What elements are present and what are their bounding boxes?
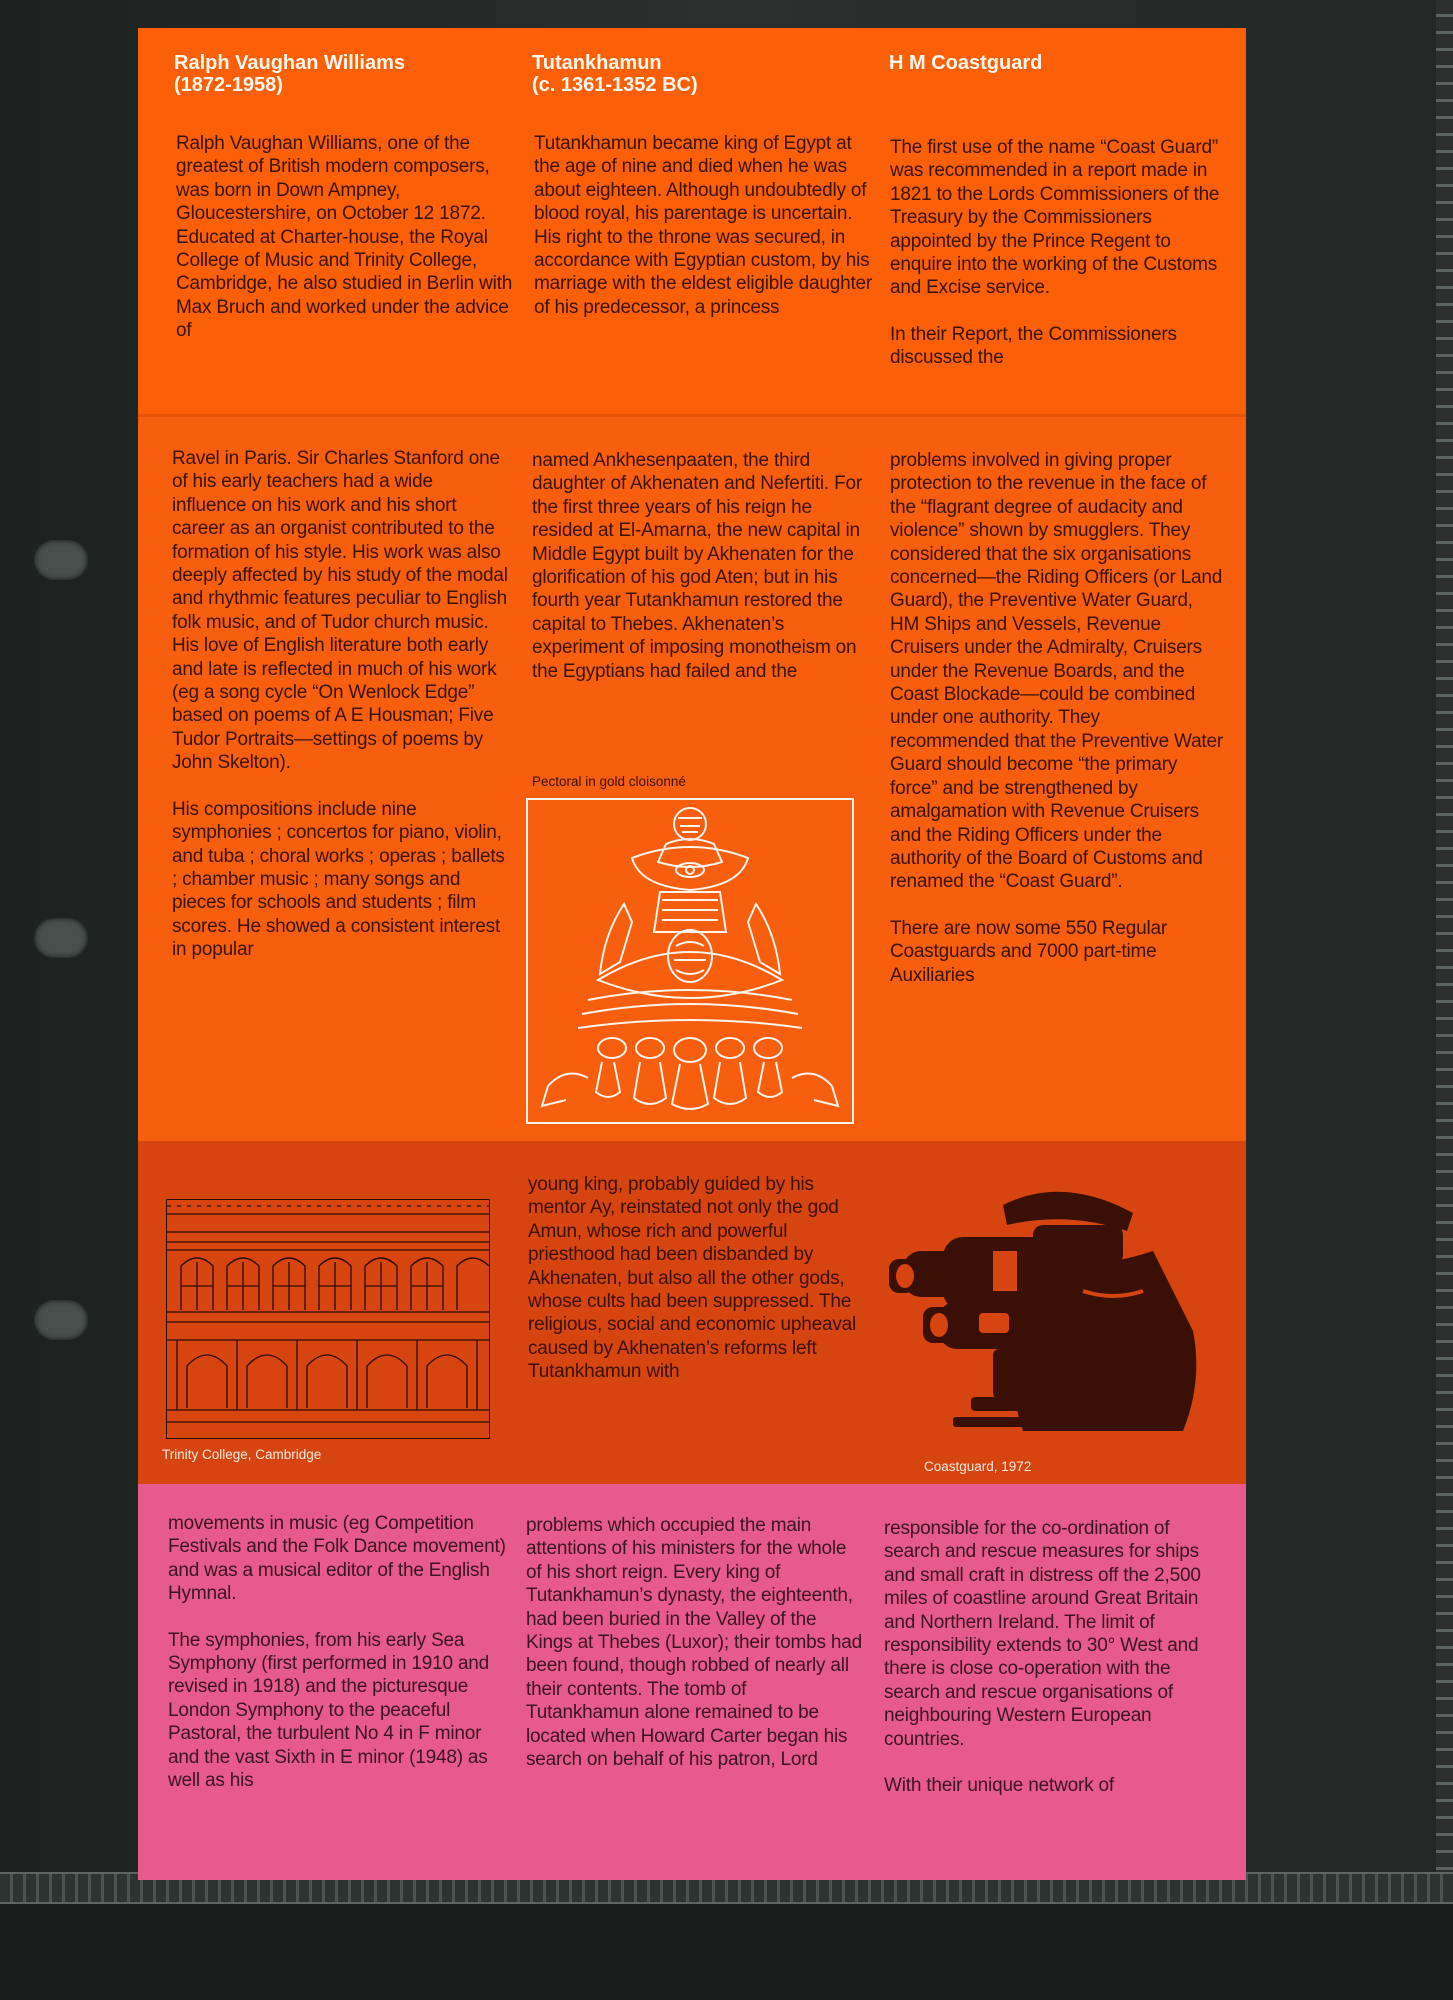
leaflet-panel-4: [138, 1484, 1246, 1880]
tutankhamun-text-2: [532, 449, 870, 683]
paragraph: His compositions include nine symphonies ; concertos for piano, violin, and tuba ; choral works ; operas ; ballets ; chamber music ; many songs and pieces for schools and students ; film scores. He showed a consistent interest in popular: [172, 798, 505, 961]
pectoral-illustration: [526, 798, 854, 1124]
leaflet-panel-2: [138, 414, 1246, 1144]
coastguard-binoculars-illustration: [883, 1181, 1223, 1446]
tutankhamun-text-3: [528, 1173, 868, 1384]
coastguard-text-4: [884, 1517, 1222, 1797]
paragraph: In their Report, the Commissioners discussed the: [890, 323, 1177, 369]
tutankhamun-text-1: [534, 132, 874, 319]
punch-hole: [34, 1300, 88, 1340]
leaflet-panel-1: [138, 28, 1246, 414]
paragraph: The symphonies, from his early Sea Symphony (first performed in 1910 and revised in 1918) and the picturesque London Symphony to the peaceful Pastoral, the turbulent No 4 in F minor and the vast Sixth in E minor (1948) as well as his: [168, 1629, 490, 1792]
vaughan-williams-text-4: [168, 1512, 506, 1792]
paragraph: responsible for the co-ordination of search and rescue measures for ships and small craft in distress off the 2,500 miles of coastline around Great Britain and Northern Ireland. The limit of responsibility extends to 30° West and there is close co-operation with the search and rescue organisations of neighbouring Western European countries.: [884, 1518, 1201, 1750]
paragraph: movements in music (eg Competition Festivals and the Folk Dance movement) and was a musical editor of the English Hymnal.: [168, 1513, 506, 1605]
paragraph: With their unique network of: [884, 1775, 1114, 1797]
paragraph: There are now some 550 Regular Coastguards and 7000 part-time Auxiliaries: [890, 917, 1168, 986]
vaughan-williams-text-2: [172, 447, 512, 962]
punch-hole: [34, 540, 88, 580]
paragraph: problems involved in giving proper protection to the revenue in the face of the “flagrant degree of audacity and violence” shown by smugglers. They considered that the six organisations concerned—the Riding Officers (or Land Guard), the Preventive Water Guard, HM Ships and Vessels, Revenue Cruisers under the Admiralty, Cruisers under the Revenue Boards, and the Coast Blockade—could be combined under one authority. They recommended that the Preventive Water Guard should become “the primary force” and be strengthened by amalgamation with Revenue Cruisers and the Riding Officers under the authority of the Board of Customs and renamed the “Coast Guard”.: [890, 450, 1224, 893]
paragraph: problems which occupied the main attentions of his ministers for the whole of his short reign. Every king of Tutankhamun’s dynasty, the eighteenth, had been buried in the Valley of the Kings at Thebes (Luxor); their tombs had been found, though robbed of nearly all their contents. The tomb of Tutankhamun alone remained to be located when Howard Carter began his search on behalf of his patron, Lord: [526, 1515, 862, 1771]
tutankhamun-text-4: [526, 1514, 862, 1771]
leaflet-panel-3: [138, 1141, 1246, 1484]
paragraph: young king, probably guided by his mentor Ay, reinstated not only the god Amun, whose rich and powerful priesthood had been disbanded by Akhenaten, but also all the other gods, whose cults had been suppressed. The religious, social and economic upheaval caused by Akhenaten’s reforms left Tutankhamun with: [528, 1174, 857, 1383]
paragraph: Ralph Vaughan Williams, one of the greatest of British modern composers, was born in Down Ampney, Gloucestershire, on October 12 1872. Educated at Charter-house, the Royal College of Music and Trinity College, Cambridge, he also studied in Berlin with Max Bruch and worked under the advice of: [176, 133, 513, 342]
heading-coastguard: H M Coastguard: [889, 52, 1043, 74]
pectoral-caption: Pectoral in gold cloisonné: [532, 774, 686, 789]
trinity-college-illustration: [166, 1199, 490, 1439]
paragraph: The first use of the name “Coast Guard” was recommended in a report made in 1821 to the Lords Commissioners of the Treasury by the Commissioners appointed by the Prince Regent to enquire into the working of the Customs and Excise service.: [890, 137, 1220, 299]
paragraph: Ravel in Paris. Sir Charles Stanford one of his early teachers had a wide influence on his work and his short career as an organist contributed to the formation of his style. His work was also deeply affected by his study of the modal and rhythmic features peculiar to English folk music, and of Tudor church music. His love of English literature both early and late is reflected in much of his work (eg a song cycle “On Wenlock Edge” based on poems of A E Housman; Five Tudor Portraits—settings of poems by John Skelton).: [172, 448, 508, 774]
paragraph: named Ankhesenpaaten, the third daughter of Akhenaten and Nefertiti. For the first three years of his reign he resided at El-Amarna, the new capital in Middle Egypt built by Akhenaten for the glorification of his god Aten; but in his fourth year Tutankhamun restored the capital to Thebes. Akhenaten’s experiment of imposing monotheism on the Egyptians had failed and the: [532, 450, 862, 682]
stamp-leaflet: [138, 28, 1246, 1848]
heading-vaughan-williams: Ralph Vaughan Williams (1872-1958): [174, 52, 405, 96]
trinity-caption: Trinity College, Cambridge: [162, 1447, 322, 1462]
sleeve-edge-perforation: [1436, 0, 1453, 1900]
paragraph: Tutankhamun became king of Egypt at the age of nine and died when he was about eighteen. Although undoubtedly of blood royal, his parentage is uncertain. His right to the throne was secured, in accordance with Egyptian custom, by his marriage with the eldest eligible daughter of his predecessor, a princess: [534, 133, 873, 318]
punch-hole: [34, 918, 88, 958]
heading-tutankhamun: Tutankhamun (c. 1361-1352 BC): [532, 52, 698, 96]
sleeve-bottom-band: [0, 1904, 1453, 2000]
coastguard-text-1: [890, 136, 1228, 370]
coastguard-text-2: [890, 449, 1224, 987]
coastguard-caption: Coastguard, 1972: [924, 1459, 1032, 1474]
vaughan-williams-text-1: [176, 132, 514, 343]
